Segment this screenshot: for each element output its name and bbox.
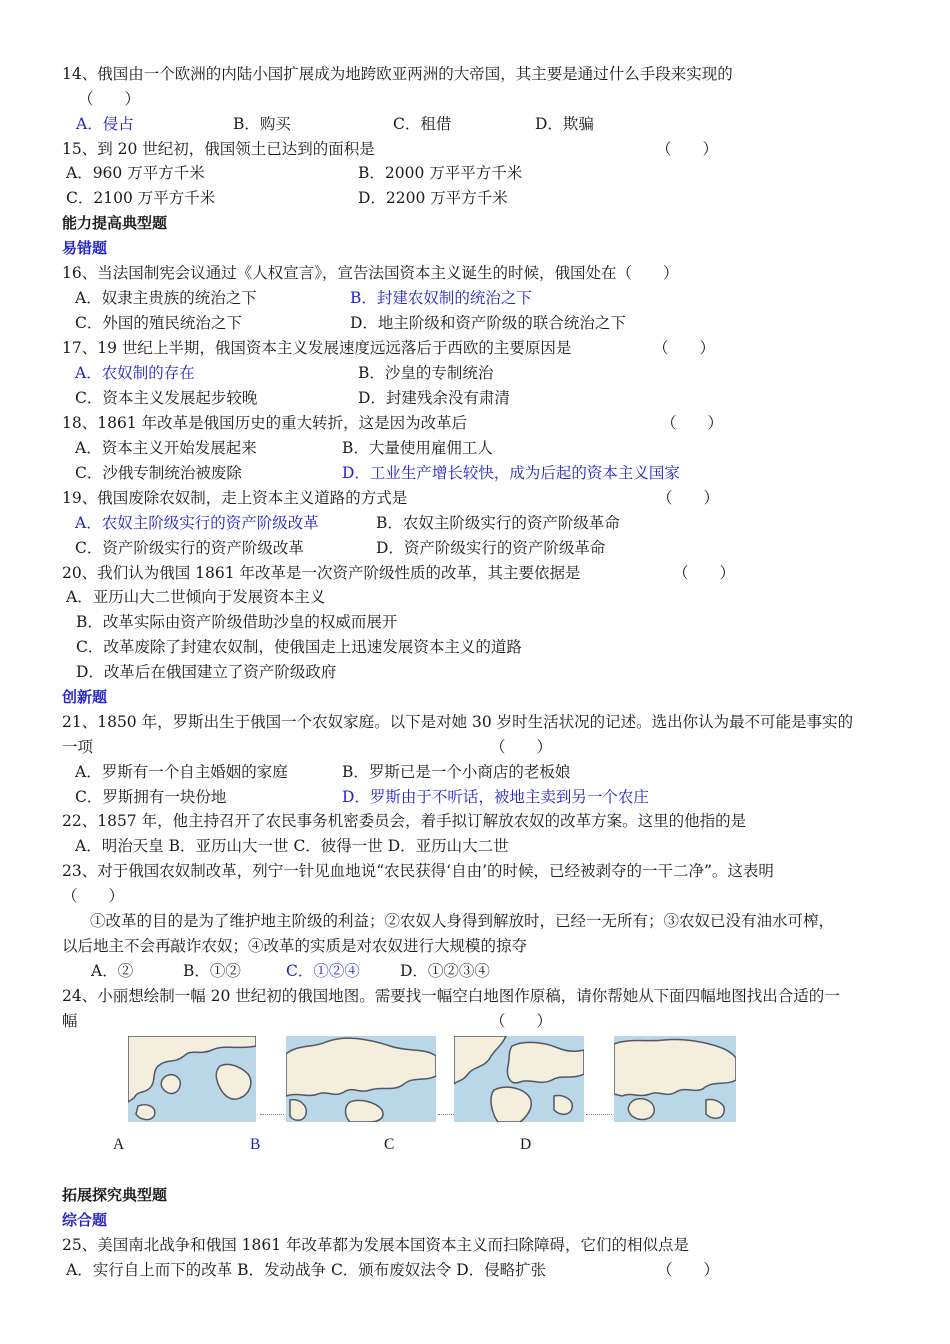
q20-option-b: B．改革实际由资产阶级借助沙皇的权威而展开 [76,613,398,631]
map-separator [438,1114,454,1115]
q16-option-c: C．外国的殖民统治之下 [75,314,242,332]
q19-option-b: B．农奴主阶级实行的资产阶级革命 [376,514,620,532]
q14-option-d: D．欺骗 [535,115,594,133]
q18-option-d: D．工业生产增长较快，成为后起的资本主义国家 [342,464,680,482]
q20-option-a: A．亚历山大二世倾向于发展资本主义 [66,588,326,606]
q15-option-d: D．2200 万平方千米 [358,189,508,207]
q25-options: A．实行自上而下的改革 B．发动战争 C．颁布废奴法令 D．侵略扩张 [66,1261,547,1279]
q24-answer-paren: （ ） [490,1012,553,1030]
q17-answer-paren: （ ） [653,339,716,357]
map-image-b [286,1036,436,1122]
map-separator [260,1114,284,1115]
q17-stem: 17、19 世纪上半期，俄国资本主义发展速度远远落后于西欧的主要原因是 [62,339,572,357]
q23-answer-paren: （ ） [62,887,125,905]
map-image-d [614,1036,736,1122]
map-image-a [128,1036,256,1122]
q17-option-d: D．封建残余没有肃清 [358,389,510,407]
q22-stem: 22、1857 年，他主持召开了农民事务机密委员会，着手拟订解放农奴的改革方案。这里的他指的是 [62,812,747,830]
q19-stem: 19、俄国废除农奴制，走上资本主义道路的方式是 [62,489,408,507]
q15-option-b: B．2000 万平平方千米 [358,164,523,182]
q18-stem: 18、1861 年改革是俄国历史的重大转折，这是因为改革后 [62,414,468,432]
q15-stem: 15、到 20 世纪初，俄国领土已达到的面积是 [62,140,375,158]
map-options-strip [128,1036,736,1122]
map-separator [586,1114,612,1115]
q14-option-a: A．侵占 [76,115,134,133]
q21-stem-line1: 21、1850 年，罗斯出生于俄国一个农奴家庭。以下是对她 30 岁时生活状况的记述。选出你认为最不可能是事实的 [62,713,854,731]
q24-stem-line2: 幅 [62,1012,78,1030]
q15-option-c: C．2100 万平方千米 [66,189,216,207]
q23-option-a: A．② [91,962,134,980]
q25-stem: 25、美国南北战争和俄国 1861 年改革都为发展本国资本主义而扫除障碍，它们的相似点是 [62,1236,690,1254]
q16-option-b: B．封建农奴制的统治之下 [350,289,532,307]
q19-option-d: D．资产阶级实行的资产阶级革命 [376,539,606,557]
q21-option-d: D．罗斯由于不听话，被地主卖到另一个农庄 [342,788,649,806]
q15-option-a: A．960 万平方千米 [66,164,205,182]
q19-option-c: C．资产阶级实行的资产阶级改革 [75,539,304,557]
q16-option-a: A．奴隶主贵族的统治之下 [75,289,257,307]
q18-option-b: B．大量使用雇佣工人 [342,439,493,457]
q21-answer-paren: （ ） [490,738,553,756]
q23-option-d: D．①②③④ [400,962,490,980]
q17-option-c: C．资本主义发展起步较晚 [75,389,258,407]
q14-option-c: C．租借 [393,115,452,133]
q23-statements-line1: ①改革的目的是为了维护地主阶级的利益；②农奴人身得到解放时，已经一无所有；③农奴已没有油水可榨， [90,912,835,930]
map-label-d: D [520,1136,532,1153]
q23-option-b: B．①② [183,962,241,980]
q20-option-d: D．改革后在俄国建立了资产阶级政府 [76,663,337,681]
q20-answer-paren: （ ） [673,564,736,582]
map-label-c: C [384,1136,395,1153]
q20-option-c: C．改革废除了封建农奴制，使俄国走上迅速发展资本主义的道路 [76,638,522,656]
q25-answer-paren: （ ） [657,1261,720,1279]
q14-answer-paren: （ ） [78,90,141,108]
q21-option-b: B．罗斯已是一个小商店的老板娘 [342,763,571,781]
q15-answer-paren: （ ） [656,140,719,158]
q17-option-a: A．农奴制的存在 [75,364,195,382]
subheading-innovative: 创新题 [62,688,108,706]
q23-statements-line2: 以后地主不会再敲诈农奴；④改革的实质是对农奴进行大规模的掠夺 [62,937,528,955]
q17-option-b: B．沙皇的专制统治 [358,364,494,382]
q20-stem: 20、我们认为俄国 1861 年改革是一次资产阶级性质的改革，其主要依据是 [62,564,581,582]
q18-option-c: C．沙俄专制统治被废除 [75,464,242,482]
map-image-c [454,1036,584,1122]
q23-option-c: C．①②④ [286,962,360,980]
q14-option-b: B．购买 [233,115,291,133]
q23-stem: 23、对于俄国农奴制改革，列宁一针见血地说“农民获得‘自由’的时候，已经被剥夺的一干二净”。这表明 [62,862,774,880]
q16-stem: 16、当法国制宪会议通过《人权宣言》，宣告法国资本主义诞生的时候，俄国处在（ ） [62,264,679,282]
q14-stem: 14、俄国由一个欧洲的内陆小国扩展成为地跨欧亚两洲的大帝国，其主要是通过什么手段来实现的 [62,65,733,83]
q21-option-a: A．罗斯有一个自主婚姻的家庭 [75,763,288,781]
q21-option-c: C．罗斯拥有一块份地 [75,788,227,806]
q22-options: A．明治天皇 B．亚历山大一世 C．彼得一世 D．亚历山大二世 [75,837,509,855]
subheading-error-prone: 易错题 [62,239,108,257]
q18-option-a: A．资本主义开始发展起来 [75,439,257,457]
section-heading-ability: 能力提高典型题 [62,214,168,232]
q19-answer-paren: （ ） [657,489,720,507]
q19-option-a: A．农奴主阶级实行的资产阶级改革 [75,514,319,532]
q24-stem-line1: 24、小丽想绘制一幅 20 世纪初的俄国地图。需要找一幅空白地图作原稿，请你帮她从下面四幅地图找出合适的一 [62,987,840,1005]
q18-answer-paren: （ ） [661,414,724,432]
map-label-a: A [113,1136,125,1153]
section-heading-extension: 拓展探究典型题 [62,1186,168,1204]
subheading-comprehensive: 综合题 [62,1211,108,1229]
q16-option-d: D．地主阶级和资产阶级的联合统治之下 [350,314,626,332]
map-label-b: B [250,1136,261,1153]
q21-stem-line2: 一项 [62,738,94,756]
